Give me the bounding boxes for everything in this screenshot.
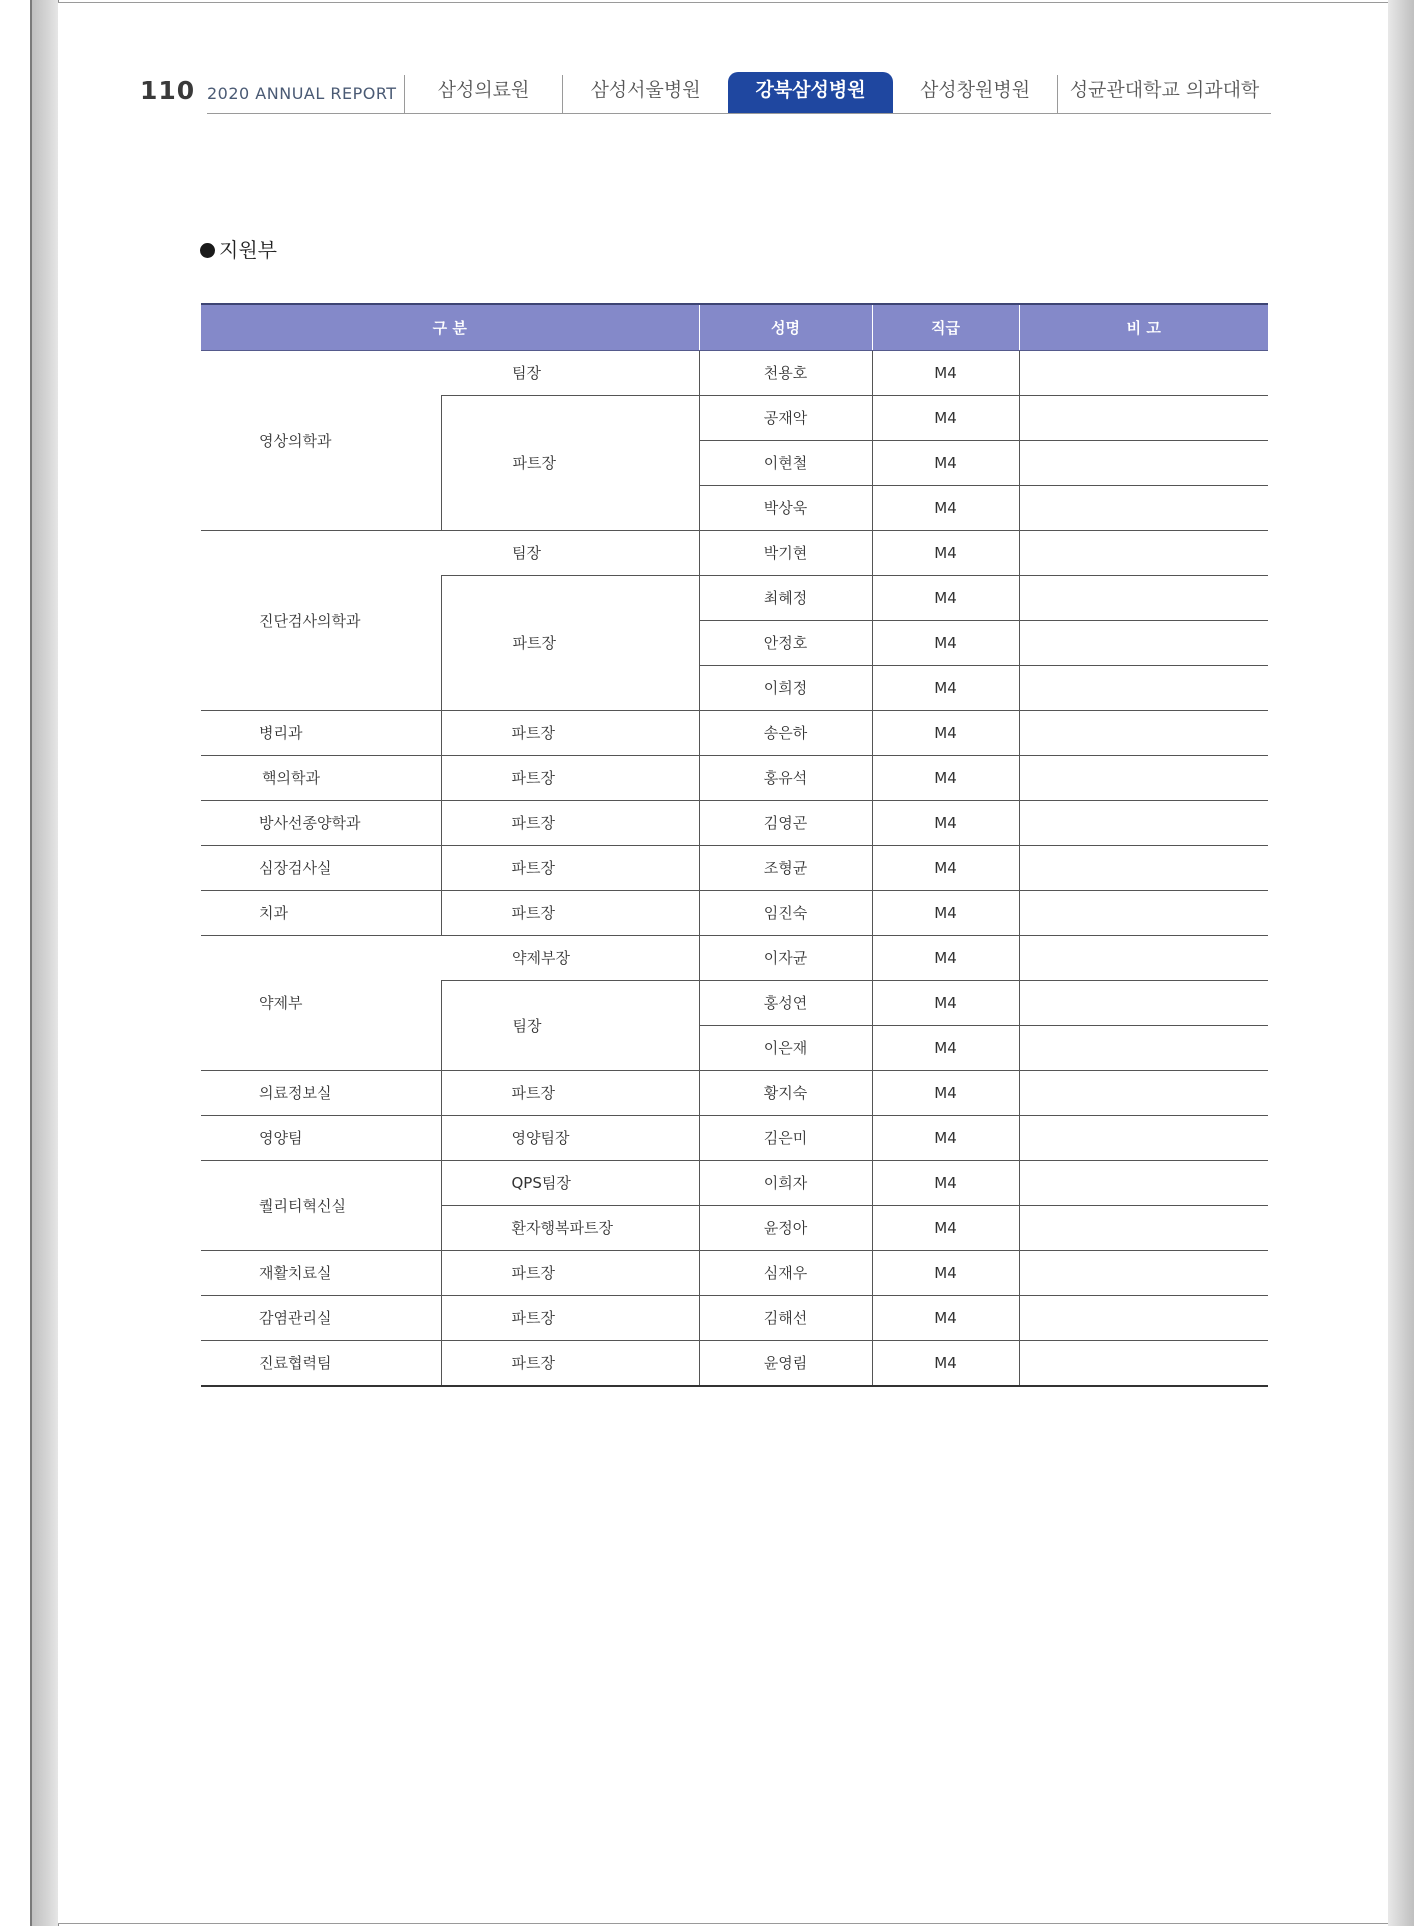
dept-cell: 의료정보실 (201, 1070, 441, 1115)
note-cell (1019, 800, 1268, 845)
grade-cell: M4 (872, 1025, 1019, 1070)
table-row (201, 1295, 1268, 1340)
dept-cell: 진단검사의학과 (201, 530, 441, 710)
role-cell: 약제부장 (441, 935, 699, 980)
note-cell (1019, 1025, 1268, 1070)
tab-skku-medical-school[interactable]: 성균관대학교 의과대학 (1069, 79, 1260, 101)
role-cell: 파트장 (441, 845, 699, 890)
name-cell: 윤영림 (699, 1340, 872, 1386)
table-row (201, 710, 1268, 755)
table-row (201, 1115, 1268, 1160)
dept-cell: 핵의학과 (201, 755, 441, 800)
note-cell (1019, 395, 1268, 440)
note-cell (1019, 620, 1268, 665)
role-cell: 파트장 (441, 575, 699, 710)
dept-cell: 약제부 (201, 935, 441, 1070)
book-edge-line (30, 0, 32, 1926)
name-cell: 박기현 (699, 530, 872, 575)
grade-cell: M4 (872, 350, 1019, 395)
name-cell: 임진숙 (699, 890, 872, 935)
name-cell: 공재악 (699, 395, 872, 440)
note-cell (1019, 845, 1268, 890)
table-row (201, 1070, 1268, 1115)
note-cell (1019, 1115, 1268, 1160)
grade-cell: M4 (872, 1070, 1019, 1115)
grade-cell: M4 (872, 1295, 1019, 1340)
role-cell: 파트장 (441, 1295, 699, 1340)
dept-cell: 병리과 (201, 710, 441, 755)
note-cell (1019, 1160, 1268, 1205)
name-cell: 김해선 (699, 1295, 872, 1340)
name-cell: 김영곤 (699, 800, 872, 845)
grade-cell: M4 (872, 1115, 1019, 1160)
dept-cell: 진료협력팀 (201, 1340, 441, 1386)
table-row (201, 350, 1268, 395)
dept-cell: 재활치료실 (201, 1250, 441, 1295)
note-cell (1019, 665, 1268, 710)
name-cell: 박상욱 (699, 485, 872, 530)
dept-cell: 치과 (201, 890, 441, 935)
name-cell: 안정호 (699, 620, 872, 665)
note-cell (1019, 1070, 1268, 1115)
note-cell (1019, 980, 1268, 1025)
note-cell (1019, 575, 1268, 620)
page-number: 110 (140, 76, 196, 105)
grade-cell: M4 (872, 620, 1019, 665)
table-row (201, 890, 1268, 935)
note-cell (1019, 755, 1268, 800)
grade-cell: M4 (872, 710, 1019, 755)
note-cell (1019, 1250, 1268, 1295)
name-cell: 이희자 (699, 1160, 872, 1205)
name-cell: 김은미 (699, 1115, 872, 1160)
role-cell: 파트장 (441, 710, 699, 755)
section-title (200, 234, 277, 263)
note-cell (1019, 1295, 1268, 1340)
header-name: 성명 (699, 304, 872, 350)
grade-cell: M4 (872, 575, 1019, 620)
grade-cell: M4 (872, 665, 1019, 710)
role-cell: 영양팀장 (441, 1115, 699, 1160)
grade-cell: M4 (872, 1250, 1019, 1295)
table-row (201, 755, 1268, 800)
dept-cell: 방사선종양학과 (201, 800, 441, 845)
grade-cell: M4 (872, 845, 1019, 890)
tab-kangbuk-samsung-hospital[interactable]: 강북삼성병원 (728, 72, 893, 114)
grade-cell: M4 (872, 1205, 1019, 1250)
grade-cell: M4 (872, 1340, 1019, 1386)
note-cell (1019, 350, 1268, 395)
role-cell: 팀장 (441, 350, 699, 395)
role-cell: QPS팀장 (441, 1160, 699, 1205)
grade-cell: M4 (872, 935, 1019, 980)
dept-cell: 심장검사실 (201, 845, 441, 890)
name-cell: 최혜정 (699, 575, 872, 620)
role-cell: 파트장 (441, 1250, 699, 1295)
grade-cell: M4 (872, 800, 1019, 845)
dept-cell: 퀄리티혁신실 (201, 1160, 441, 1250)
table-row (201, 1160, 1268, 1205)
grade-cell: M4 (872, 530, 1019, 575)
table-row (201, 935, 1268, 980)
staff-table (201, 303, 1268, 1387)
note-cell (1019, 710, 1268, 755)
dept-cell: 영상의학과 (201, 350, 441, 530)
book-edge-left (30, 0, 59, 1926)
name-cell: 이희정 (699, 665, 872, 710)
note-cell (1019, 935, 1268, 980)
table-row (201, 800, 1268, 845)
table-row (201, 530, 1268, 575)
table-row (201, 845, 1268, 890)
name-cell: 황지숙 (699, 1070, 872, 1115)
name-cell: 조형균 (699, 845, 872, 890)
bullet-icon (200, 243, 215, 258)
name-cell: 이은재 (699, 1025, 872, 1070)
name-cell: 심재우 (699, 1250, 872, 1295)
note-cell (1019, 440, 1268, 485)
note-cell (1019, 485, 1268, 530)
role-cell: 환자행복파트장 (441, 1205, 699, 1250)
section-title-text: 지원부 (219, 238, 277, 262)
table-row (201, 1250, 1268, 1295)
tab-samsung-seoul-hospital[interactable]: 삼성서울병원 (590, 79, 701, 101)
tab-samsung-changwon-hospital[interactable]: 삼성창원병원 (919, 79, 1031, 101)
role-cell: 팀장 (441, 530, 699, 575)
role-cell: 파트장 (441, 395, 699, 530)
role-cell: 팀장 (441, 980, 699, 1070)
header-rule (207, 113, 1271, 114)
report-label: 2020 ANNUAL REPORT (207, 84, 397, 103)
grade-cell: M4 (872, 980, 1019, 1025)
dept-cell: 감염관리실 (201, 1295, 441, 1340)
role-cell: 파트장 (441, 890, 699, 935)
table-header-row (201, 304, 1268, 350)
tab-samsung-medical-center[interactable]: 삼성의료원 (437, 79, 530, 101)
table-row (201, 1340, 1268, 1386)
name-cell: 홍성연 (699, 980, 872, 1025)
name-cell: 홍유석 (699, 755, 872, 800)
note-cell (1019, 890, 1268, 935)
note-cell (1019, 530, 1268, 575)
dept-cell: 영양팀 (201, 1115, 441, 1160)
header-grade: 직급 (872, 304, 1019, 350)
grade-cell: M4 (872, 755, 1019, 800)
grade-cell: M4 (872, 440, 1019, 485)
name-cell: 이자균 (699, 935, 872, 980)
name-cell: 이현철 (699, 440, 872, 485)
name-cell: 천용호 (699, 350, 872, 395)
grade-cell: M4 (872, 890, 1019, 935)
name-cell: 송은하 (699, 710, 872, 755)
grade-cell: M4 (872, 485, 1019, 530)
note-cell (1019, 1340, 1268, 1386)
name-cell: 윤정아 (699, 1205, 872, 1250)
grade-cell: M4 (872, 395, 1019, 440)
grade-cell: M4 (872, 1160, 1019, 1205)
role-cell: 파트장 (441, 800, 699, 845)
note-cell (1019, 1205, 1268, 1250)
role-cell: 파트장 (441, 1070, 699, 1115)
role-cell: 파트장 (441, 755, 699, 800)
role-cell: 파트장 (441, 1340, 699, 1386)
header-note: 비 고 (1019, 304, 1268, 350)
book-edge-right (1388, 0, 1414, 1926)
header-category: 구 분 (201, 304, 699, 350)
